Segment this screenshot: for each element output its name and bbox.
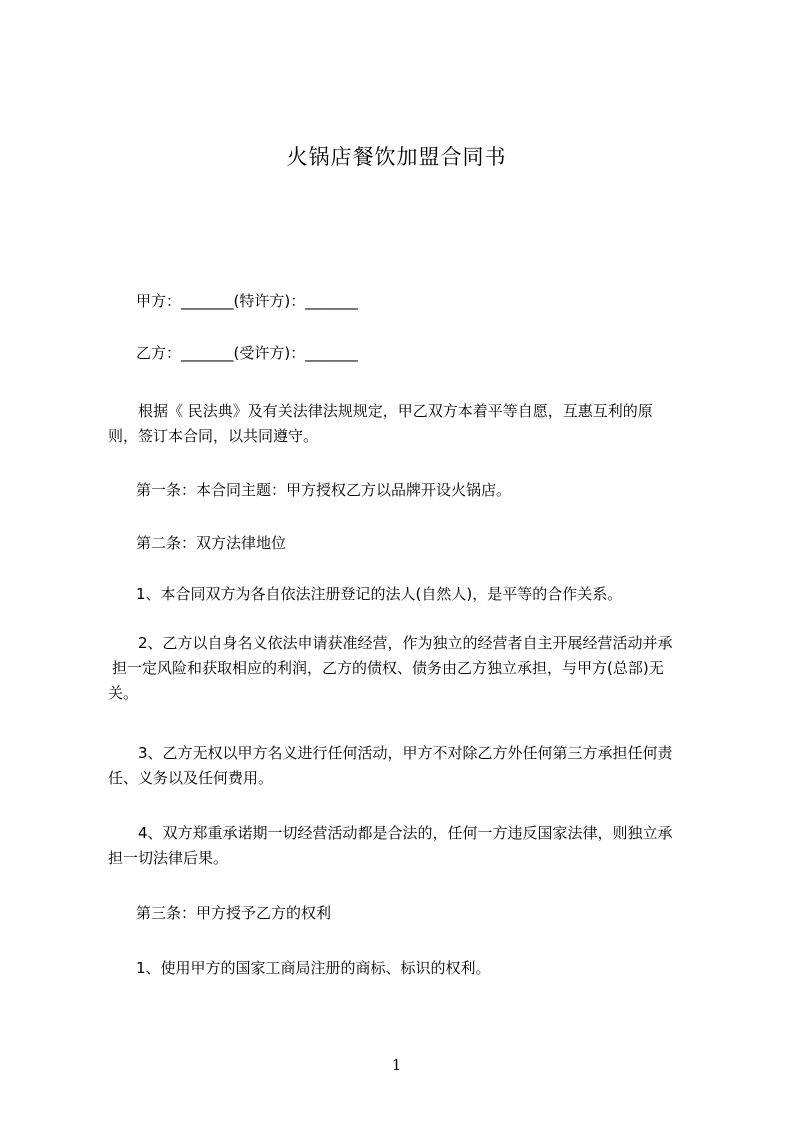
article-2-item-2-line-2: 担一定风险和获取相应的利润，乙方的债权、债务由乙方独立承担，与甲方(总部)无 xyxy=(112,659,664,677)
article-3-item-1 xyxy=(108,956,708,981)
article-2-item-3-line-1: 3、乙方无权以甲方名义进行任何活动，甲方不对除乙方外任何第三方承担任何责 xyxy=(138,744,673,762)
article-2-item-2-line-3: 关。 xyxy=(108,684,139,702)
article-3-heading-text: 第三条：甲方授予乙方的权利 xyxy=(136,904,332,922)
party-a-line xyxy=(108,289,708,314)
article-2-item-2 xyxy=(108,631,708,706)
article-2-item-3-line-2: 任、义务以及任何费用。 xyxy=(108,769,274,787)
document-title: 火锅店餐饮加盟合同书 xyxy=(286,145,507,169)
preamble-paragraph xyxy=(108,399,708,449)
article-2-item-4-line-1: 4、双方郑重承诺期一切经营活动都是合法的，任何一方违反国家法律，则独立承 xyxy=(138,824,673,842)
article-2-item-3 xyxy=(108,741,708,791)
article-1-paragraph xyxy=(108,478,708,503)
article-2-item-2-line-1: 2、乙方以自身名义依法申请获准经营，作为独立的经营者自主开展经营活动并承 xyxy=(138,634,673,652)
article-2-item-4 xyxy=(108,821,708,871)
article-3-item-1-text: 1、使用甲方的国家工商局注册的商标、标识的权利。 xyxy=(136,959,491,977)
article-2-item-4-line-2: 担一切法律后果。 xyxy=(108,849,229,867)
article-1-text: 第一条：本合同主题：甲方授权乙方以品牌开设火锅店。 xyxy=(136,481,512,499)
party-b-line xyxy=(108,341,708,366)
page-number: 1 xyxy=(391,1056,402,1074)
preamble-line-1: 根据《 民法典》及有关法律法规规定，甲乙双方本着平等自愿，互惠互利的原 xyxy=(138,402,653,420)
party-b-text: 乙方：_______(受许方)：_______ xyxy=(136,344,358,362)
party-a-text: 甲方：_______(特许方)：_______ xyxy=(136,292,358,310)
article-2-heading xyxy=(108,531,708,556)
article-2-heading-text: 第二条：双方法律地位 xyxy=(136,534,287,552)
article-2-item-1-text: 1、本合同双方为各自依法注册登记的法人(自然人)，是平等的合作关系。 xyxy=(136,585,623,603)
preamble-line-2: 则，签订本合同，以共同遵守。 xyxy=(108,427,319,445)
article-3-heading xyxy=(108,901,708,926)
article-2-item-1 xyxy=(108,582,708,607)
